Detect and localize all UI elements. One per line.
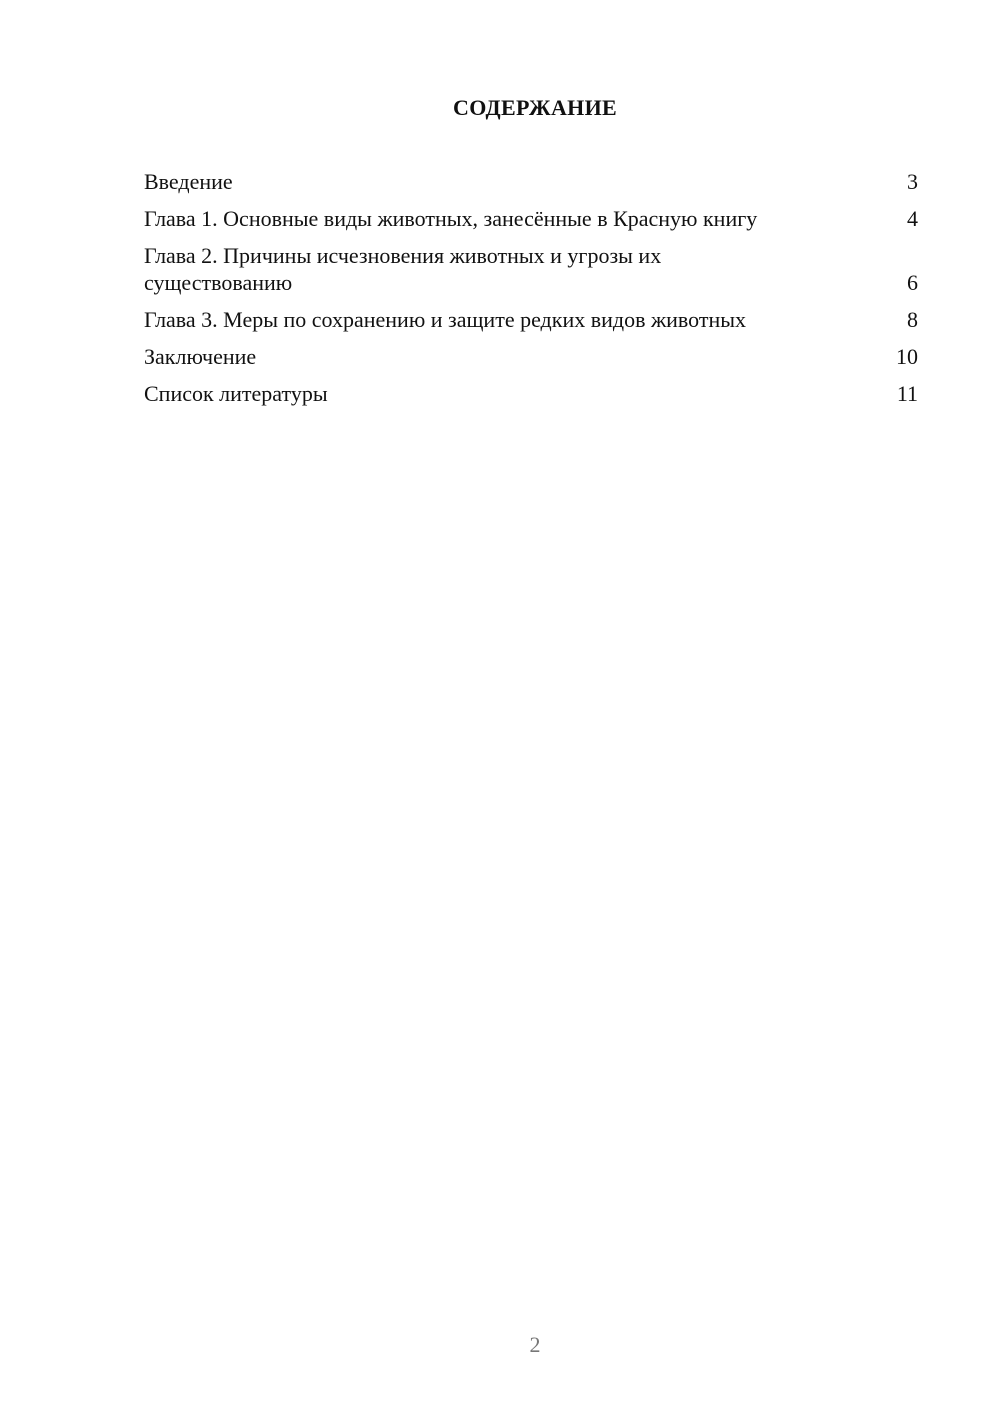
toc-entry-conclusion [144,343,920,370]
toc-entry-page: 3 [907,169,918,194]
page-title: СОДЕРЖАНИЕ [453,95,617,120]
toc-entry-introduction [144,168,920,195]
toc-entry-label: Введение [144,169,233,194]
toc-entry-page: 4 [907,206,918,231]
toc-entry-label: Заключение [144,344,257,369]
toc-entry-page: 10 [896,344,918,369]
page-number: 2 [529,1332,541,1357]
toc-entry-label: Глава 1. Основные виды животных, занесённые в Красную книгу [144,206,758,231]
toc-entry-label: Глава 3. Меры по сохранению и защите редких видов животных [144,307,747,332]
toc-entry-label: Глава 2. Причины исчезновения животных и угрозы их существованию [144,243,662,295]
toc-entry-page: 8 [907,307,918,332]
toc-entry-page: 11 [896,381,918,406]
table-of-contents [144,168,920,417]
toc-entry-chapter-1 [144,205,920,232]
toc-entry-page: 6 [907,270,918,295]
toc-entry-chapter-3 [144,306,920,333]
toc-entry-label: Список литературы [144,381,328,406]
toc-entry-references [144,380,920,407]
toc-entry-chapter-2 [144,242,920,296]
